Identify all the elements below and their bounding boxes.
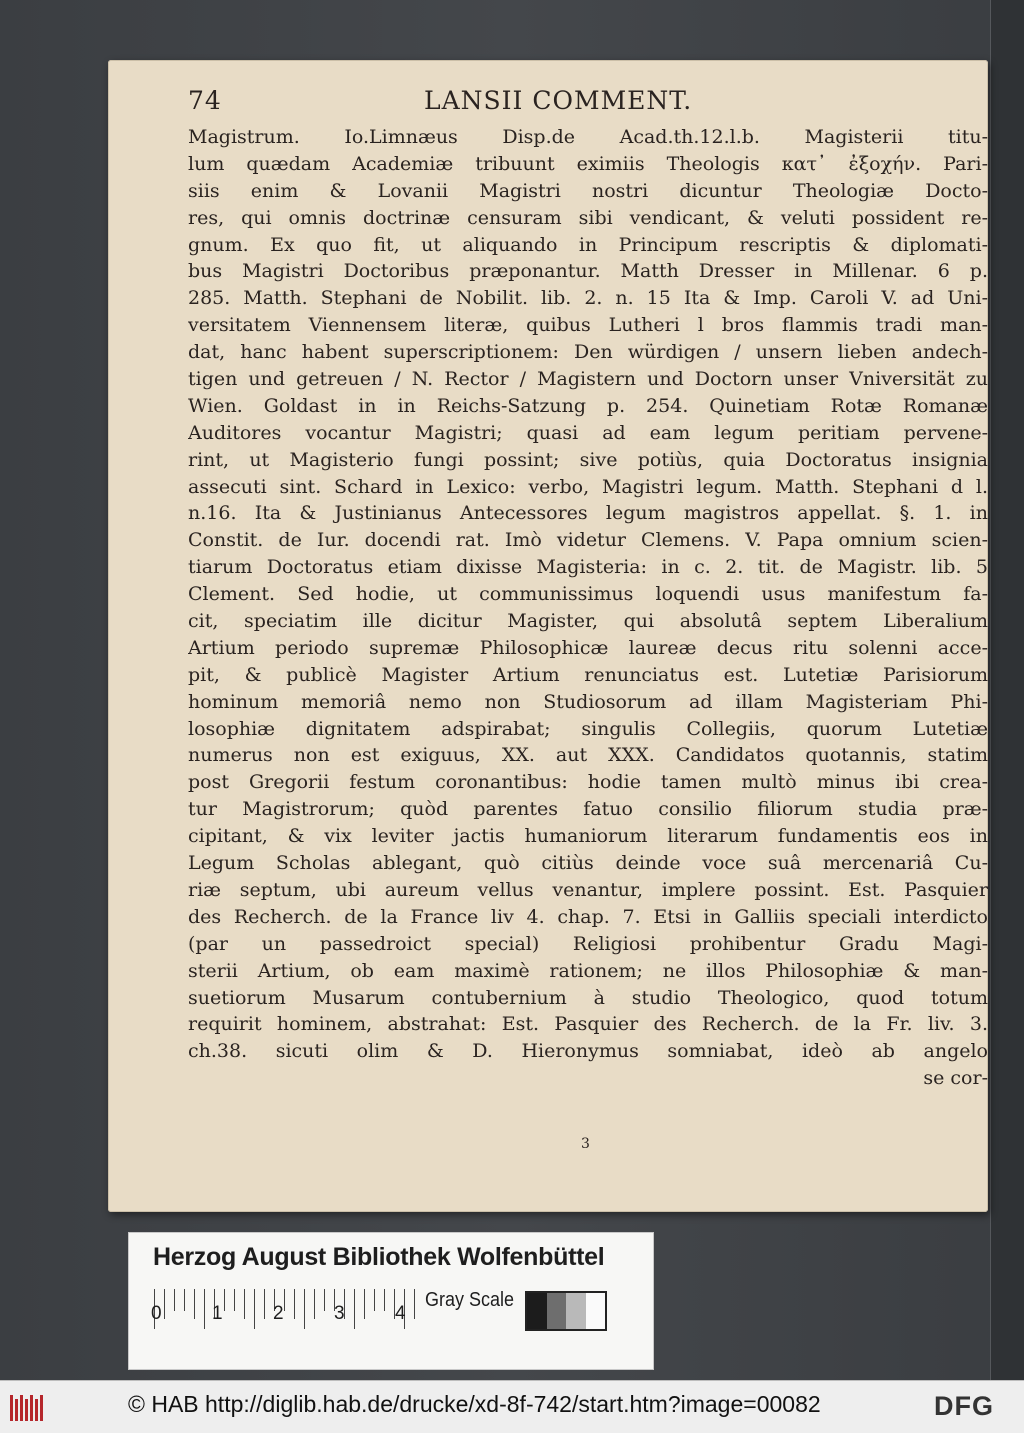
text-line: suetiorum Musarum contubernium à studio Theologico, quod totum xyxy=(188,986,988,1009)
gray-scale-swatches xyxy=(525,1291,607,1331)
text-line: cipitant, & vix leviter jactis humaniorum literarum fundamentis eos in xyxy=(188,825,988,848)
ruler-number: 3 xyxy=(334,1303,345,1324)
ruler-tick xyxy=(374,1289,375,1311)
text-line: pit, & publicè Magister Artium renunciatus est. Lutetiæ Parisiorum xyxy=(188,663,988,686)
text-line: n.16. Ita & Justinianus Antecessores legum magistros appellat. §. 1. in xyxy=(188,502,988,525)
text-line: versitatem Viennensem literæ, quibus Lutheri l bros flammis tradi man- xyxy=(188,314,988,337)
gray-swatch-dark xyxy=(547,1293,567,1329)
text-line: riæ septum, ubi aureum vellus venantur, implere possint. Est. Pasquier xyxy=(188,878,988,901)
text-line: (par un passedroict special) Religiosi prohibentur Gradu Magi- xyxy=(188,932,988,955)
text-line: losophiæ dignitatem adspirabat; singulis Collegiis, quorum Lutetiæ xyxy=(188,717,988,740)
text-line: Artium periodo supremæ Philosophicæ laureæ decus ritu solenni acce- xyxy=(188,636,988,659)
text-line: des Recherch. de la France liv 4. chap. 7. Etsi in Galliis speciali interdicto xyxy=(188,905,988,928)
ruler-number: 2 xyxy=(273,1303,284,1324)
scrollbar-strip[interactable] xyxy=(990,0,1024,1380)
text-line: Wien. Goldast in in Reichs-Satzung p. 254. Quinetiam Rotæ Romanæ xyxy=(188,394,988,417)
text-line: tigen und getreuen / N. Rector / Magistern und Doctorn unser Vniversität zu xyxy=(188,368,988,391)
text-line: siis enim & Lovanii Magistri nostri dicuntur Theologiæ Docto- xyxy=(188,179,988,202)
ruler-tick xyxy=(254,1289,255,1329)
ruler-tick xyxy=(384,1289,385,1311)
hab-logo-bar xyxy=(10,1395,13,1421)
ruler-tick xyxy=(354,1289,355,1329)
text-line: hominum memoriâ nemo non Studiosorum ad illam Magisteriam Phi- xyxy=(188,690,988,713)
ruler-number: 0 xyxy=(151,1303,162,1324)
ruler-tick xyxy=(364,1289,365,1319)
text-line: cit, speciatim ille dicitur Magister, qui absolutâ septem Liberalium xyxy=(188,610,988,633)
text-line: Auditores vocantur Magistri; quasi ad eam legum peritiam pervene- xyxy=(188,421,988,444)
page-header xyxy=(188,86,708,120)
text-block xyxy=(188,124,988,1124)
ruler-tick xyxy=(284,1289,285,1311)
gray-swatch-white xyxy=(586,1293,606,1329)
gray-swatch-light xyxy=(566,1293,586,1329)
footer-permalink[interactable]: © HAB http://diglib.hab.de/drucke/xd-8f-742/start.htm?image=00082 xyxy=(128,1391,821,1417)
text-line: 285. Matth. Stephani de Nobilit. lib. 2. n. 15 Ita & Imp. Caroli V. ad Uni- xyxy=(188,287,988,310)
text-line: dat, hanc habent superscriptionem: Den würdigen / unsern lieben andech- xyxy=(188,341,988,364)
book-page xyxy=(108,60,988,1212)
page-number: 74 xyxy=(188,86,222,115)
hab-logo-bar xyxy=(25,1399,28,1421)
text-line: tur Magistrorum; quòd parentes fatuo consilio filiorum studia præ- xyxy=(188,798,988,821)
text-line: bus Magistri Doctoribus præponantur. Matth Dresser in Millenar. 6 p. xyxy=(188,260,988,283)
hab-logo-bar xyxy=(15,1399,18,1421)
text-line: requirit hominem, abstrahat: Est. Pasquier des Recherch. de la Fr. liv. 3. xyxy=(188,1013,988,1036)
ruler-tick xyxy=(304,1289,305,1329)
text-line: Constit. de Iur. docendi rat. Imò videtur Clemens. V. Papa omnium scien- xyxy=(188,529,988,552)
dfg-logo: DFG xyxy=(934,1391,994,1421)
running-head: LANSII COMMENT. xyxy=(424,86,693,115)
ruler-tick xyxy=(204,1289,205,1329)
text-line: lum quædam Academiæ tribuunt eximiis Theologis κατ᾽ ἐξοχήν. Pari- xyxy=(188,152,988,175)
text-line: res, qui omnis doctrinæ censuram sibi vendicant, & veluti possident re- xyxy=(188,206,988,229)
hab-logo-bar xyxy=(30,1395,33,1421)
text-line: tiarum Doctoratus etiam dixisse Magisteria: in c. 2. tit. de Magistr. lib. 5 xyxy=(188,556,988,579)
text-line: post Gregorii festum coronantibus: hodie tamen multò minus ibi crea- xyxy=(188,771,988,794)
hab-logo-bar xyxy=(40,1395,43,1421)
text-line: gnum. Ex quo fit, ut aliquando in Principum rescriptis & diplomati- xyxy=(188,233,988,256)
gray-scale-label: Gray Scale xyxy=(425,1289,515,1311)
ruler-tick xyxy=(264,1289,265,1319)
hab-logo-icon xyxy=(8,1393,48,1423)
text-line: numerus non est exiguus, XX. aut XXX. Candidatos quotannis, statim xyxy=(188,744,988,767)
text-line: se cor- xyxy=(923,1067,988,1090)
ruler-tick xyxy=(314,1289,315,1319)
ruler-tick xyxy=(234,1289,235,1311)
text-line: rint, ut Magisterio fungi possint; sive potiùs, quia Doctoratus insignia xyxy=(188,448,988,471)
text-line: Magistrum. Io.Limnæus Disp.de Acad.th.12.l.b. Magisterii titu- xyxy=(188,126,988,148)
ruler-tick xyxy=(324,1289,325,1311)
ruler-tick xyxy=(174,1289,175,1311)
ruler-tick xyxy=(244,1289,245,1319)
ruler-tick xyxy=(194,1289,195,1319)
ruler-tick xyxy=(294,1289,295,1319)
gray-swatch-black xyxy=(527,1293,547,1329)
ruler-number: 1 xyxy=(212,1303,223,1324)
hab-logo-bar xyxy=(20,1395,23,1421)
text-line: assecuti sint. Schard in Lexico: verbo, Magistri legum. Matth. Stephani d l. xyxy=(188,475,988,498)
library-name: Herzog August Bibliothek Wolfenbüttel xyxy=(153,1243,605,1271)
ruler-tick xyxy=(414,1289,415,1319)
library-color-chart xyxy=(128,1232,654,1370)
ruler-number: 4 xyxy=(395,1303,406,1324)
hab-logo-bar xyxy=(35,1399,38,1421)
ruler xyxy=(154,1289,416,1329)
ruler-tick xyxy=(224,1289,225,1311)
ruler-tick xyxy=(164,1289,165,1319)
text-line: Clement. Sed hodie, ut communissimus loquendi usus manifestum fa- xyxy=(188,583,988,606)
text-line: ch.38. sicuti olim & D. Hieronymus somniabat, ideò ab angelo xyxy=(188,1040,988,1063)
footer-bar xyxy=(0,1380,1024,1433)
page-signature: 3 xyxy=(581,1136,590,1152)
ruler-tick xyxy=(184,1289,185,1311)
text-line: Legum Scholas ablegant, quò citiùs deinde voce suâ mercenariâ Cu- xyxy=(188,852,988,875)
text-line: sterii Artium, ob eam maximè rationem; ne illos Philosophiæ & man- xyxy=(188,959,988,982)
